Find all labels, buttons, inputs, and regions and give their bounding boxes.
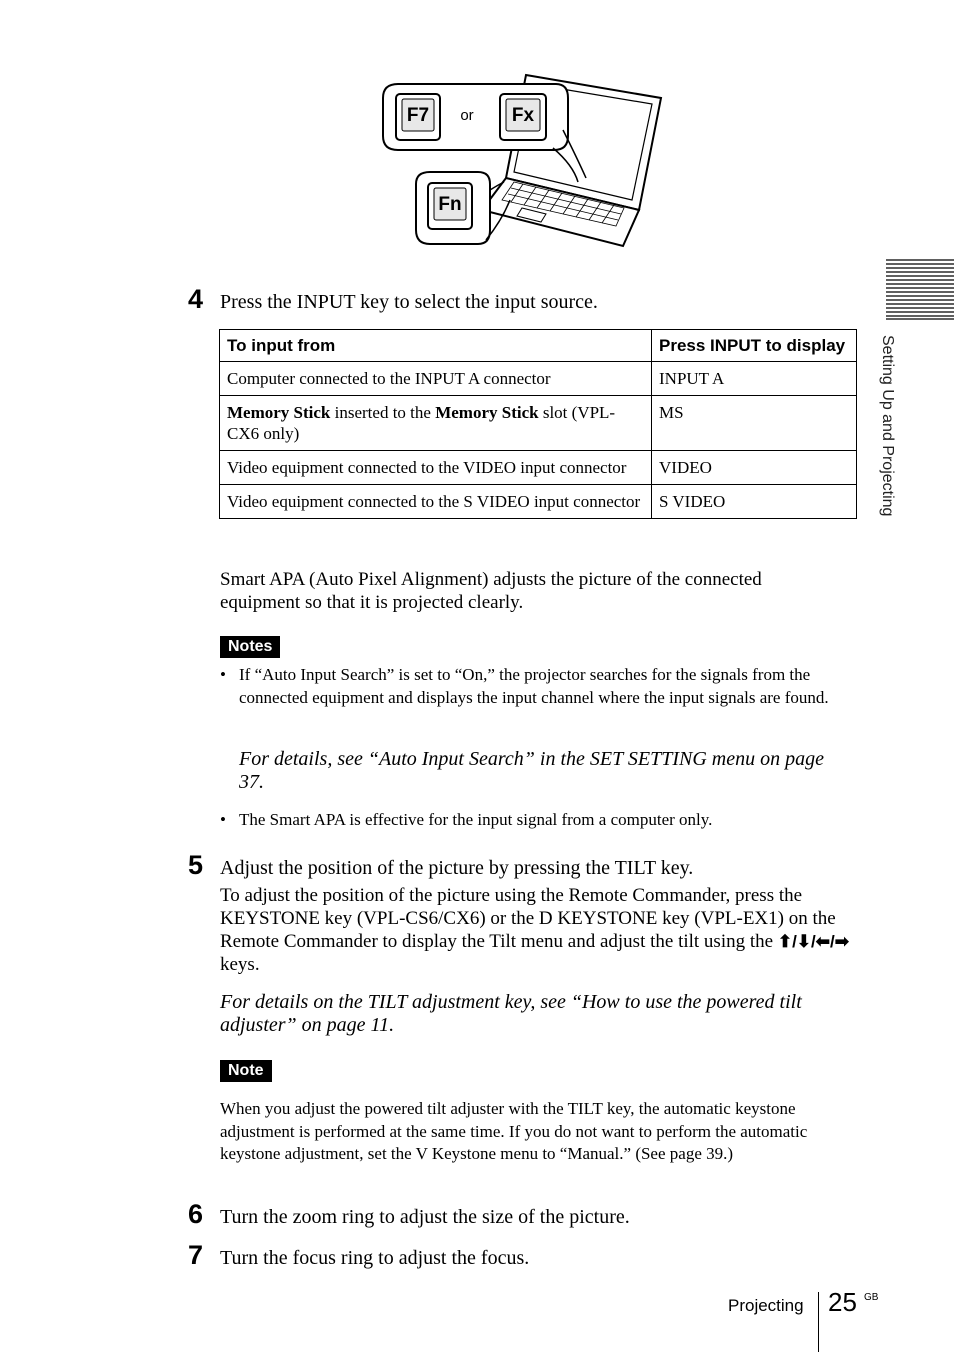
table-header-input-from: To input from [220, 330, 652, 362]
step-4-text: Press the INPUT key to select the input source. [220, 291, 598, 313]
keys-suffix: keys. [220, 954, 260, 975]
arrow-keys-icon: ⬆/⬇/⬅/➡ [777, 932, 849, 951]
step-5-number: 5 [188, 850, 204, 880]
section-side-tab-label: Setting Up and Projecting [879, 335, 896, 517]
fx-key-label: Fx [511, 105, 535, 126]
table-cell-from: Computer connected to the INPUT A connector [220, 362, 652, 396]
fn-key-label: Fn [438, 194, 462, 215]
table-cell-display: S VIDEO [652, 485, 857, 519]
step-5-body [220, 884, 856, 976]
table-header-display: Press INPUT to display [652, 330, 857, 362]
notes-list-2 [220, 809, 860, 832]
note-item-text: If “Auto Input Search” is set to “On,” the projector searches for the signals from the connected equipment and displays the input channel where the input signals are found. [239, 665, 829, 707]
table-cell-from: Video equipment connected to the S VIDEO input connector [220, 485, 652, 519]
note-item-text: The Smart APA is effective for the input signal from a computer only. [239, 810, 713, 829]
table-cell-display: VIDEO [652, 451, 857, 485]
page-number: 25 [828, 1287, 857, 1317]
step-5-text: Adjust the position of the picture by pressing the TILT key. [220, 857, 694, 879]
section-side-tab [878, 335, 912, 565]
table-row [220, 485, 857, 519]
section-tab-lines [886, 258, 954, 320]
tilt-adjustment-reference: For details on the TILT adjustment key, see “How to use the powered tilt adjuster” on page 11. [220, 991, 802, 1036]
list-item [220, 664, 860, 709]
table-row [220, 396, 857, 451]
table-row [220, 362, 857, 396]
step-7-text: Turn the focus ring to adjust the focus. [220, 1247, 530, 1269]
input-source-table [219, 329, 857, 519]
f7-key-icon [396, 94, 440, 140]
auto-input-search-reference: For details, see “Auto Input Search” in the SET SETTING menu on page 37. [239, 748, 824, 793]
notes-badge: Notes [220, 636, 280, 658]
step-6-number: 6 [188, 1199, 204, 1229]
note-paragraph: When you adjust the powered tilt adjuster with the TILT key, the automatic keystone adjustment is performed at the same time. If you do not want to perform the automatic keystone adjustment, set the V Keystone menu to “Manual.” (See page 39.) [220, 1099, 808, 1163]
or-label: or [460, 107, 474, 124]
keyboard-shortcut-illustration [378, 70, 668, 250]
smart-apa-paragraph: Smart APA (Auto Pixel Alignment) adjusts the picture of the connected equipment so that it is projected clearly. [220, 569, 762, 613]
table-cell-display: MS [652, 396, 857, 451]
bullet: • [220, 665, 226, 684]
table-cell-display: INPUT A [652, 362, 857, 396]
memory-stick-bold: Memory Stick [227, 403, 331, 422]
fx-key-icon [500, 94, 546, 140]
notes-list [220, 664, 860, 709]
step-6-text: Turn the zoom ring to adjust the size of the picture. [220, 1206, 630, 1228]
fn-key-icon [428, 183, 472, 229]
table-cell-from [220, 396, 652, 451]
memory-stick-bold: Memory Stick [435, 403, 539, 422]
f7-key-label: F7 [406, 105, 430, 126]
table-row [220, 451, 857, 485]
region-code: GB [864, 1292, 879, 1303]
table-cell-from-text: inserted to the [330, 403, 436, 422]
table-header-row [220, 330, 857, 362]
table-cell-from-text: slot (VPL-CX6 only) [227, 403, 616, 443]
note-badge: Note [220, 1060, 272, 1082]
footer-divider [818, 1292, 819, 1352]
step-4-number: 4 [188, 284, 204, 314]
step-5-body-text: To adjust the position of the picture using the Remote Commander, press the KEYSTONE key (VPL-CS6/CX6) or the D KEYSTONE key (VPL-EX1) on the Remote Commander to display the Tilt menu and adjust the tilt using the [220, 885, 836, 952]
bullet: • [220, 810, 226, 829]
list-item [220, 809, 860, 832]
footer-section: Projecting [728, 1296, 804, 1315]
step-7-number: 7 [188, 1240, 204, 1270]
table-cell-from: Video equipment connected to the VIDEO input connector [220, 451, 652, 485]
